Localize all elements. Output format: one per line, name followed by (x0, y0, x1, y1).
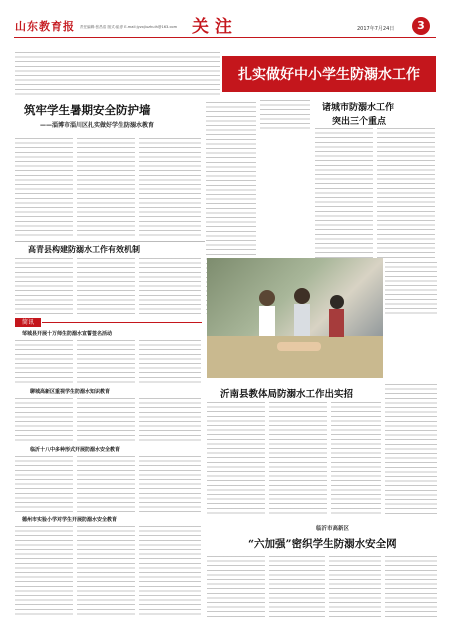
brief-body-4a (15, 526, 73, 618)
article2-rule (15, 241, 205, 242)
article3-body-col1 (315, 128, 373, 258)
masthead (0, 0, 450, 48)
article4-title: 沂南县教体局防溺水工作出实招 (220, 389, 354, 400)
photo-illustration (207, 258, 383, 378)
photo-mannequin (277, 342, 321, 351)
brief-body-2b (77, 398, 135, 442)
photo-person-body (259, 306, 275, 336)
brief-rule (42, 322, 202, 323)
article2-title: 高青县构建防溺水工作有效机制 (28, 244, 140, 254)
page-number (412, 17, 430, 35)
article3-title-line2: 突出三个重点 (332, 117, 387, 127)
photo-caption (385, 318, 437, 378)
editor-meta: 责任编辑:张昌浩 版式:崔淳 E-mail:jyzxjiuzhuih@163.com (80, 25, 178, 29)
article1-title: 筑牢学生暑期安全防护墙 (24, 103, 151, 117)
article5-body-col1 (207, 556, 265, 620)
article5-kicker: 临沂市高新区 (316, 526, 350, 532)
brief-body-2a (15, 398, 73, 442)
issue-date: 2017年7月24日 (357, 26, 395, 32)
photo-person (294, 288, 310, 304)
article3-title: 诸城市防溺水工作 (322, 103, 395, 113)
brief-body-4c (139, 526, 201, 618)
article2-body-col3 (139, 258, 201, 314)
article2-body-col2 (77, 258, 135, 314)
newspaper-logo: 山东教育报 (15, 20, 75, 33)
brief-body-1c (139, 340, 201, 384)
article3-continued (385, 262, 437, 314)
section-title: 关 注 (192, 17, 232, 37)
brief-title-3: 临沂十八中多种形式开展防溺水安全教育 (30, 447, 121, 453)
article1-body-col3 (139, 138, 201, 238)
brief-body-2c (139, 398, 201, 442)
article4-body-col3 (331, 402, 381, 516)
brief-body-3a (15, 456, 73, 512)
photo-person (259, 290, 275, 306)
brief-body-3c (139, 456, 201, 512)
article2-body-col1 (15, 258, 73, 314)
article3-body-left (260, 100, 310, 130)
banner-title: 扎实做好中小学生防溺水工作 (238, 67, 420, 83)
brief-title-2: 聊城高新区重视学生防溺水知识教育 (30, 389, 111, 395)
brief-body-4b (77, 526, 135, 618)
article1-body-col2 (77, 138, 135, 238)
article4-body-col4 (385, 384, 437, 516)
brief-section-label: 简讯 (15, 318, 41, 327)
brief-title-1: 邹城县开展十万师生防溺水宣誓签名活动 (22, 331, 113, 337)
article5-body-col2 (269, 556, 325, 620)
article5-body-col4 (385, 556, 437, 620)
photo-person-body (329, 309, 344, 337)
brief-body-1b (77, 340, 135, 384)
page-number-text: 3 (417, 19, 425, 32)
article1-subtitle: ——淄博市淄川区扎实做好学生防溺水教育 (40, 122, 155, 129)
article5-title: “六加强”密织学生防溺水安全网 (248, 538, 397, 550)
article5-body-col3 (329, 556, 381, 620)
brief-body-1a (15, 340, 73, 384)
brief-title-4: 德州市实验小学对学生开展防溺水安全教育 (22, 517, 118, 523)
brief-body-3b (77, 456, 135, 512)
masthead-rule (14, 37, 436, 38)
article4-body-col1 (207, 402, 265, 516)
banner-intro (15, 52, 220, 98)
article4-body-col2 (269, 402, 327, 516)
photo-person (330, 295, 344, 309)
article3-body-col2 (377, 128, 435, 258)
photo-person-body (294, 304, 310, 336)
cpr-training-photo (207, 258, 383, 378)
article1-body-col1 (15, 138, 73, 238)
